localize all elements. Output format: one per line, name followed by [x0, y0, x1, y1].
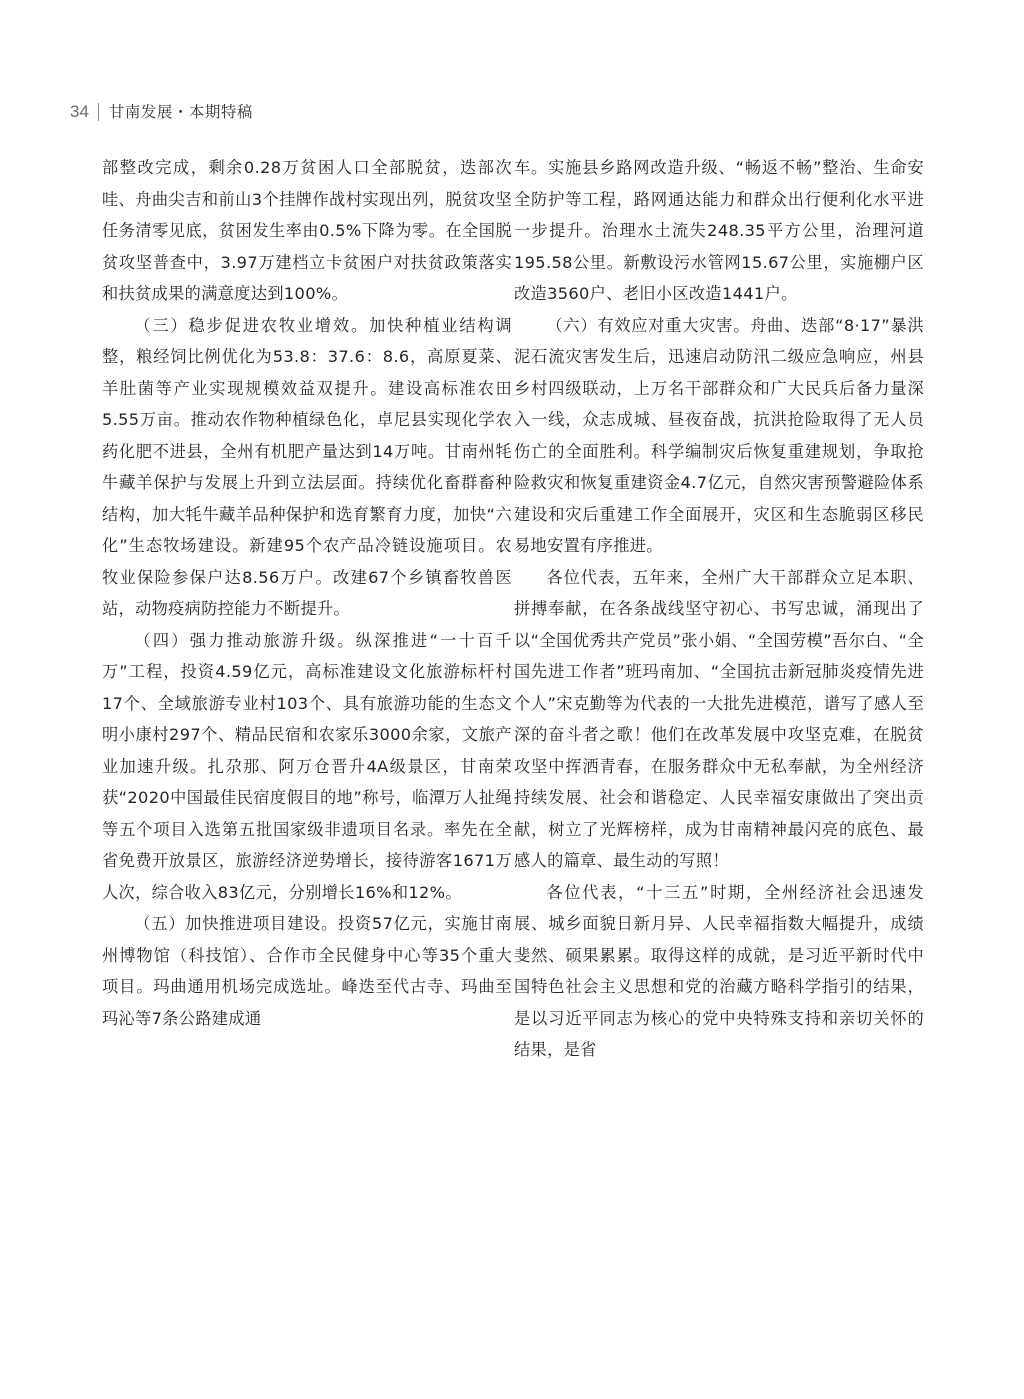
paragraph-projects-continued: 车。实施县乡路网改造升级、“畅返不畅”整治、生命安全防护等工程，路网通达能力和群众出行便利化水平进一步提升。治理水土流失248.35平方公里，治理河道195.58公里。新敷设污水管网15.67公里，实施棚户区改造3560户、老旧小区改造1441户。 — [514, 158, 924, 303]
paragraph-continuation: 部整改完成，剩余0.28万贫困人口全部脱贫，迭部次哇、舟曲尖吉和前山3个挂牌作战村实现出列，脱贫攻坚任务清零见底，贫困发生率由0.5%下降为零。在全国脱贫攻坚普查中，3.97万建档立卡贫困户对扶贫政策落实和扶贫成果的满意度达到100%。 — [102, 158, 512, 303]
paragraph-representatives-models: 各位代表，五年来，全州广大干部群众立足本职、拼搏奉献，在各条战线坚守初心、书写忠诚，涌现出了以“全国优秀共产党员”张小娟、“全国劳模”吾尔白、“全国先进工作者”班玛南加、“全国抗击新冠肺炎疫情先进个人”宋克勤等为代表的一大批先进模范，谱写了感人至深的奋斗者之歌！他们在改革发展中攻坚克难，在脱贫攻坚中挥洒青春，在服务群众中无私奉献，为全州经济持续发展、社会和谐稳定、人民幸福安康做出了突出贡献，树立了光辉榜样，成为甘南精神最闪亮的底色、最感人的篇章、最生动的写照！ — [514, 567, 924, 870]
page-header — [70, 98, 253, 126]
paragraph-disaster-response: （六）有效应对重大灾害。舟曲、迭部“8·17”暴洪泥石流灾害发生后，迅速启动防汛二级应急响应，州县乡村四级联动，上万名干部群众和广大民兵后备力量深入一线，众志成城、昼夜奋战，抗洪抢险取得了无人员伤亡的全面胜利。科学编制灾后恢复重建规划，争取抢险救灾和恢复重建资金4.7亿元，自然灾害预警避险体系建设和灾后重建工作全面展开，灾区和生态脆弱区移民易地安置有序推进。 — [514, 315, 924, 555]
paragraph-thirteenth-five-year: 各位代表，“十三五”时期，全州经济社会迅速发展、城乡面貌日新月异、人民幸福指数大幅提升，成绩斐然、硕果累累。取得这样的成就，是习近平新时代中国特色社会主义思想和党的治藏方略科学指引的结果，是以习近平同志为核心的党中央特殊支持和亲切关怀的结果，是省 — [514, 882, 924, 1059]
right-column — [514, 152, 924, 1066]
page-number: 34 — [70, 102, 89, 121]
header-divider — [98, 103, 99, 121]
left-column — [102, 152, 512, 1034]
running-title: 甘南发展・本期特稿 — [108, 103, 253, 121]
paragraph-projects: （五）加快推进项目建设。投资57亿元，实施甘南州博物馆（科技馆）、合作市全民健身中心等35个重大项目。玛曲通用机场完成选址。峰迭至代古寺、玛曲至玛沁等7条公路建成通 — [102, 914, 512, 1028]
paragraph-tourism: （四）强力推动旅游升级。纵深推进“一十百千万”工程，投资4.59亿元，高标准建设文化旅游标杆村17个、全域旅游专业村103个、具有旅游功能的生态文明小康村297个、精品民宿和农家乐3000余家，文旅产业加速升级。扎尕那、阿万仓晋升4A级景区，甘南荣获“2020中国最佳民宿度假目的地”称号，临潭万人扯绳等五个项目入选第五批国家级非遗项目名录。率先在全省免费开放景区，旅游经济逆势增长，接待游客1671万人次，综合收入83亿元，分别增长16%和12%。 — [102, 630, 512, 902]
paragraph-agriculture: （三）稳步促进农牧业增效。加快种植业结构调整，粮经饲比例优化为53.8：37.6：8.6，高原夏菜、羊肚菌等产业实现规模效益双提升。建设高标准农田5.55万亩。推动农作物种植绿色化，卓尼县实现化学农药化肥不进县，全州有机肥产量达到14万吨。甘南州牦牛藏羊保护与发展上升到立法层面。持续优化畜群畜种结构，加大牦牛藏羊品种保护和选育繁育力度，加快“六化”生态牧场建设。新建95个农产品冷链设施项目。农牧业保险参保户达8.56万户。改建67个乡镇畜牧兽医站，动物疫病防控能力不断提升。 — [102, 315, 512, 618]
